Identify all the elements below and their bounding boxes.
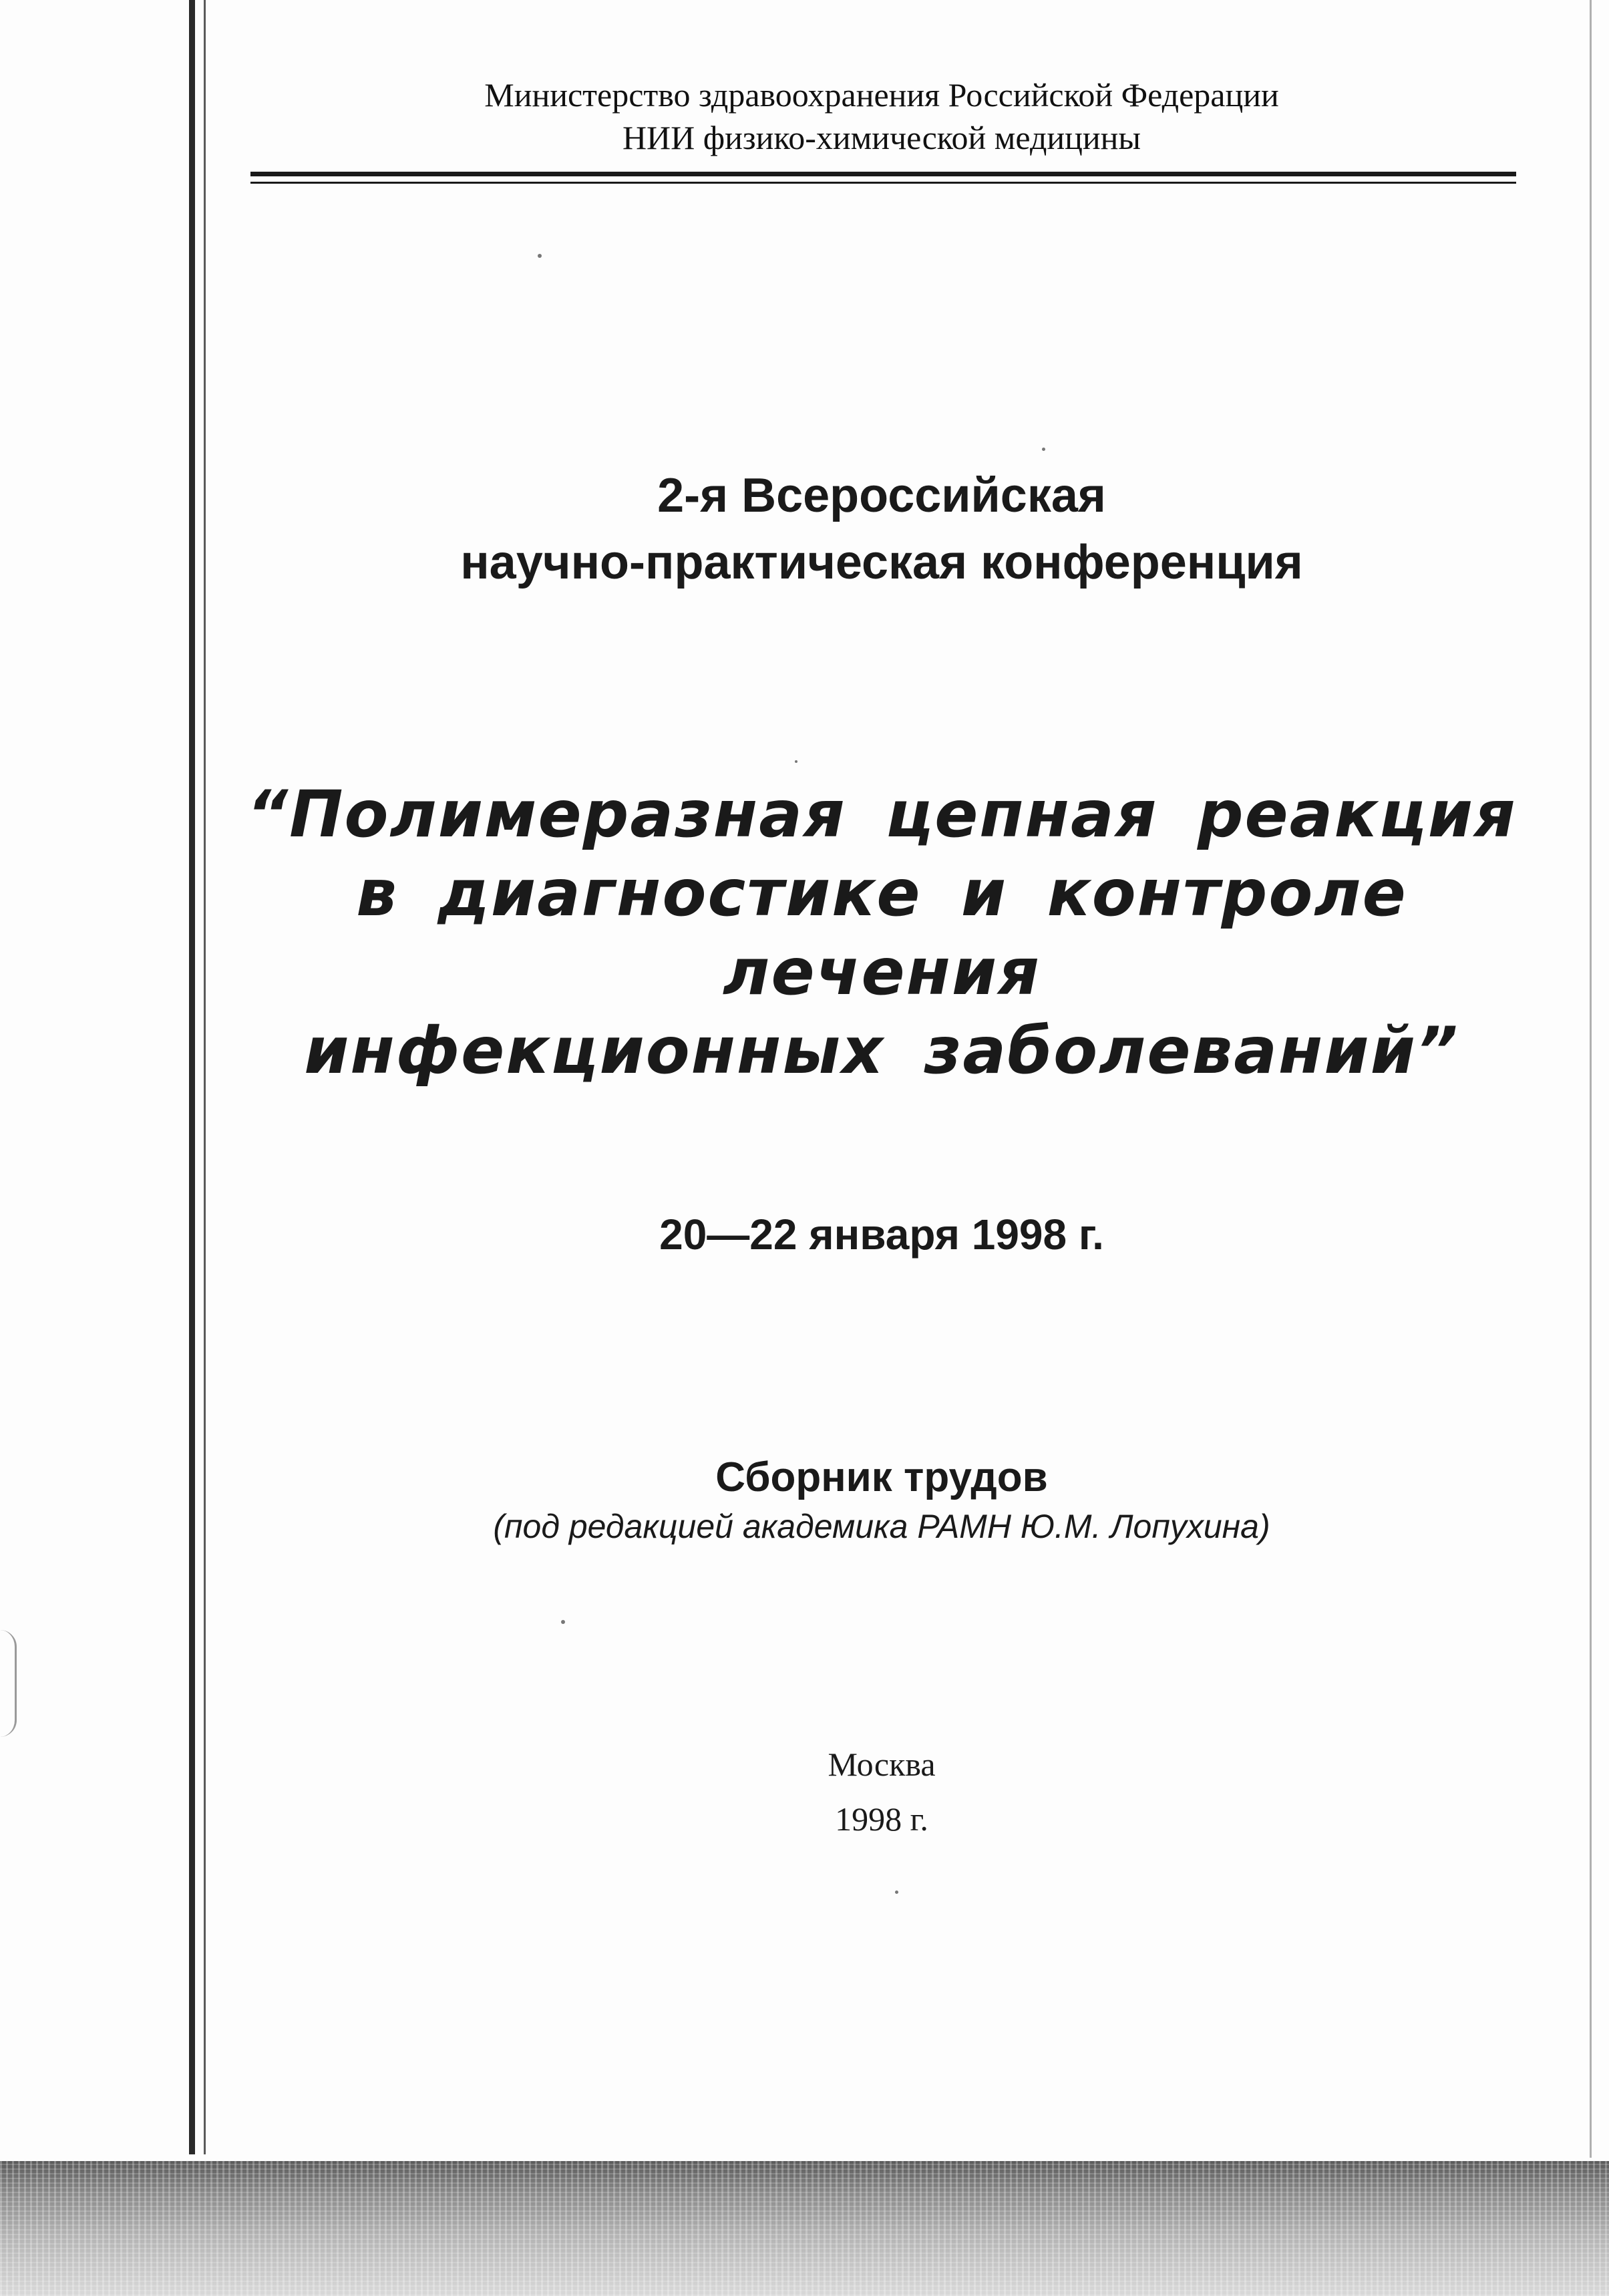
collection-editor: (под редакцией академика РАМН Ю.М. Лопухина) — [493, 1508, 1270, 1545]
header-rule-thick — [250, 172, 1516, 176]
binding-line-inner — [204, 0, 206, 2154]
imprint-year: 1998 г. — [835, 1800, 928, 1838]
conference-heading — [247, 462, 1516, 596]
imprint-block — [247, 1737, 1516, 1846]
scanner-shadow — [0, 2161, 1609, 2296]
scan-speck — [895, 1891, 898, 1894]
scan-speck — [561, 1620, 565, 1624]
ministry-name: Министерство здравоохранения Российской Федерации — [484, 76, 1279, 114]
imprint-city: Москва — [828, 1746, 936, 1783]
collection-title: Сборник трудов — [715, 1454, 1048, 1500]
page-edge-curve — [0, 1630, 17, 1737]
collection-block — [247, 1451, 1516, 1548]
conference-line-2: научно-практическая конференция — [460, 536, 1303, 589]
scan-speck — [795, 760, 797, 763]
page-right-edge — [1590, 0, 1592, 2158]
conference-dates: 20—22 января 1998 г. — [659, 1210, 1104, 1259]
scan-speck — [1042, 448, 1045, 451]
title-line-2: в диагностике и контроле лечения — [356, 856, 1407, 1009]
title-line-1: “Полимеразная цепная реакция — [246, 777, 1517, 852]
conference-title — [220, 775, 1543, 1090]
conference-line-1: 2-я Всероссийская — [657, 469, 1106, 522]
header-block — [247, 73, 1516, 159]
institute-name: НИИ физико-химической медицины — [622, 119, 1141, 156]
binding-line — [189, 0, 195, 2154]
title-line-3: инфекционных заболеваний” — [304, 1013, 1459, 1088]
scan-speck — [538, 254, 542, 258]
header-rule-thin — [250, 182, 1516, 184]
